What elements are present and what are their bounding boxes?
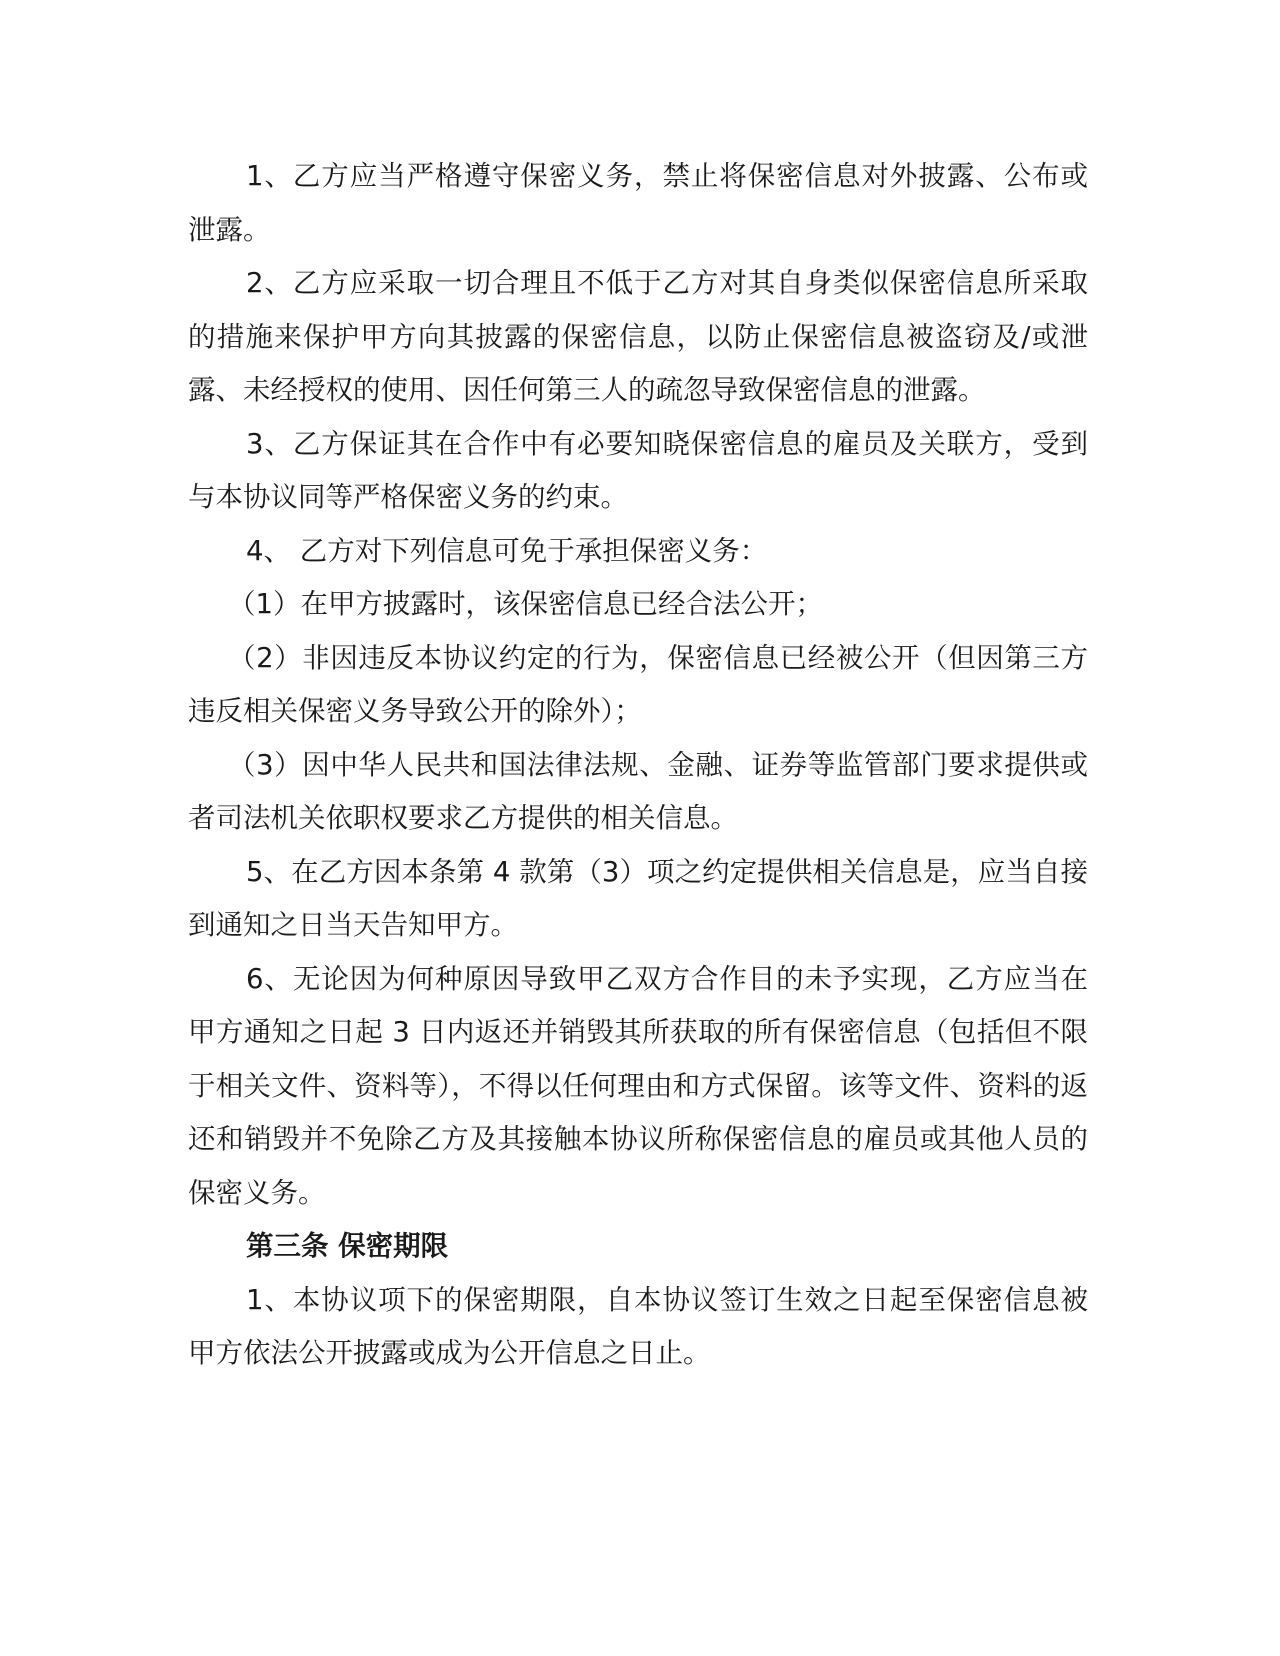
clause-4-item-2: （2）非因违反本协议约定的行为，保密信息已经被公开（但因第三方违反相关保密义务导致公开的除外）； <box>188 641 1088 727</box>
clause-1-paragraph: 1、乙方应当严格遵守保密义务，禁止将保密信息对外披露、公布或泄露。 <box>188 160 1088 246</box>
clause-4-paragraph: 4、 乙方对下列信息可免于承担保密义务： <box>246 534 768 567</box>
section-heading: 第三条 保密期限 <box>246 1230 449 1262</box>
clause-6-paragraph: 6、无论因为何种原因导致甲乙双方合作目的未予实现，乙方应当在甲方通知之日起 3 日内返还并销毁其所获取的所有保密信息（包括但不限于相关文件、资料等），不得以任何理由和方式保留。该等文件、资料的返还和销毁并不免除乙方及其接触本协议所称保密信息的雇员或其他人员的保密义务。 <box>188 962 1088 1209</box>
clause-4-item-3: （3）因中华人民共和国法律法规、金融、证券等监管部门要求提供或者司法机关依职权要求乙方提供的相关信息。 <box>188 748 1088 834</box>
section-clause-1-paragraph: 1、本协议项下的保密期限，自本协议签订生效之日起至保密信息被甲方依法公开披露或成为公开信息之日止。 <box>188 1283 1088 1369</box>
document-body <box>188 150 1088 1381</box>
clause-4-item-1: （1）在甲方披露时，该保密信息已经合法公开； <box>228 588 823 620</box>
clause-2-paragraph: 2、乙方应采取一切合理且不低于乙方对其自身类似保密信息所采取的措施来保护甲方向其披露的保密信息，以防止保密信息被盗窃及/或泄露、未经授权的使用、因任何第三人的疏忽导致保密信息的泄露。 <box>188 267 1088 406</box>
clause-3-paragraph: 3、乙方保证其在合作中有必要知晓保密信息的雇员及关联方，受到与本协议同等严格保密义务的约束。 <box>188 427 1088 513</box>
clause-5-paragraph: 5、在乙方因本条第 4 款第（3）项之约定提供相关信息是，应当自接到通知之日当天告知甲方。 <box>188 855 1088 941</box>
